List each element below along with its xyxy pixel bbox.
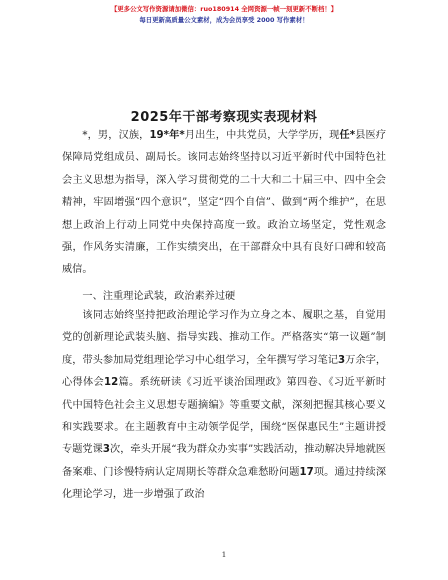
section-1-text-2: 万余字，心得体会 bbox=[62, 354, 387, 389]
section-1-text-1: 该同志始终坚持把政治理论学习作为立身之本、履职之基，自觉用党的创新理论武装头脑、指导实践、推动工作。严格落实“第一议题”制度，带头参加局党组理论学习中心组学习，全年撰写学习笔记 bbox=[62, 310, 386, 366]
section-1-paragraph bbox=[62, 305, 386, 507]
intro-text-1: *，男，汉族， bbox=[82, 130, 150, 141]
intro-text-2: 月出生，中共党员，大学学历，现 bbox=[184, 130, 340, 141]
section-1-text-5: 项。通过持续深化理论学习，进一步增强了政治 bbox=[62, 466, 387, 501]
promo-banner-line-1: 【更多公文写作资源请加微信：ruo180914 全网资源一帧一刻更新不断档！】 bbox=[110, 5, 338, 13]
reflections-count: 12 bbox=[104, 377, 119, 389]
intro-birth-year: 19*年* bbox=[149, 130, 185, 141]
section-1-text-4: 次，牵头开展“我为群众办实事”实践活动，推动解决异地就医备案难、门诊慢特病认定周期长等群众急难愁盼问题 bbox=[62, 444, 386, 478]
promo-banner bbox=[0, 4, 448, 26]
section-1-text-3: 篇。系统研读《习近平谈治国理政》第四卷、《习近平新时代中国特色社会主义思想专题摘编》等重要文献，深刻把握其核心要义和实践要求。在主题教育中主动领学促学，围绕“医保惠民生”主题讲授专题党课 bbox=[62, 377, 387, 456]
section-heading-1: 一、注重理论武装，政治素养过硬 bbox=[82, 291, 236, 302]
intro-paragraph bbox=[62, 125, 386, 282]
intro-text-3: 县医疗保障局党组成员、副局长。该同志始终坚持以习近平新时代中国特色社会主义思想为指导，深入学习贯彻党的二十大和二十届三中、四中全会精神，牢固增强“四个意识”，坚定“四个自信”、做到“两个维护”，在思想上政治上行动上同党中央保持高度一致。政治立场坚定，党性观念强，作风务实清廉，工作实绩突出，在干部群众中具有良好口碑和较高威信。 bbox=[62, 130, 387, 276]
document-title: 2025年干部考察现实表现材料 bbox=[130, 110, 318, 125]
page-number: 1 bbox=[221, 550, 227, 559]
promo-banner-line-2: 每日更新高质量公文素材，成为会员享受 2000 写作素材！ bbox=[139, 16, 309, 24]
intro-position-prefix: 任* bbox=[339, 130, 356, 141]
notes-count: 3 bbox=[338, 354, 346, 366]
lectures-count: 3 bbox=[102, 444, 110, 456]
issues-count: 17 bbox=[299, 466, 314, 478]
